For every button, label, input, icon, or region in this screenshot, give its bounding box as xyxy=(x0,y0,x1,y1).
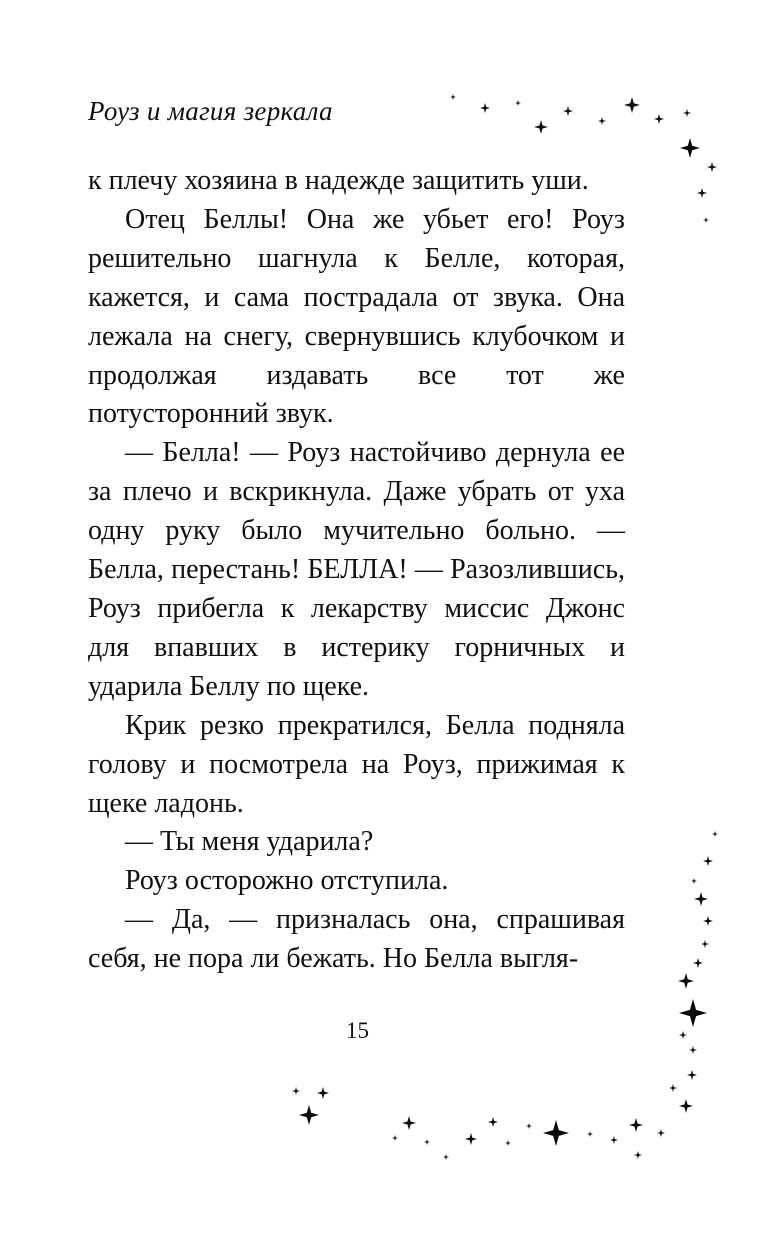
sparkle-star-icon xyxy=(679,999,707,1027)
sparkle-star-icon xyxy=(687,1070,697,1080)
sparkle-star-icon xyxy=(402,1116,416,1130)
sparkle-star-icon xyxy=(680,138,700,158)
sparkle-star-icon xyxy=(292,1087,300,1095)
sparkle-star-icon xyxy=(701,940,709,948)
sparkle-star-icon xyxy=(587,1131,593,1137)
sparkle-star-icon xyxy=(505,1140,511,1146)
paragraph-2: Отец Беллы! Она же убьет его! Роуз решительно шагнула к Белле, которая, кажется, и сама пострадала от звука. Она лежала на снегу, свернувшись клубочком и продолжая издавать все тот же потусторонний звук. xyxy=(88,203,625,430)
sparkle-star-icon xyxy=(689,1046,697,1054)
sparkle-star-icon xyxy=(534,120,548,134)
sparkle-star-icon xyxy=(679,1031,687,1039)
sparkle-star-icon xyxy=(443,1154,449,1160)
sparkle-star-icon xyxy=(654,114,664,124)
sparkle-star-icon xyxy=(693,958,703,968)
sparkle-star-icon xyxy=(707,162,717,172)
sparkle-star-icon xyxy=(480,103,490,113)
sparkle-star-icon xyxy=(703,916,713,926)
paragraph-1: к плечу хозяина в надежде защитить уши. xyxy=(88,165,589,196)
page-number: 15 xyxy=(346,1018,369,1043)
sparkle-star-icon xyxy=(694,892,708,906)
sparkle-star-icon xyxy=(424,1139,430,1145)
sparkle-star-icon xyxy=(703,217,709,223)
sparkle-star-icon xyxy=(610,1136,618,1144)
sparkle-star-icon xyxy=(697,188,707,198)
sparkle-star-icon xyxy=(712,831,718,837)
sparkle-star-icon xyxy=(678,973,694,989)
sparkle-star-icon xyxy=(515,100,521,106)
sparkle-star-icon xyxy=(299,1105,319,1125)
sparkle-star-icon xyxy=(392,1135,398,1141)
sparkle-star-icon xyxy=(691,878,697,884)
sparkle-star-icon xyxy=(563,106,573,116)
sparkle-star-icon xyxy=(543,1120,569,1146)
sparkle-star-icon xyxy=(669,1084,677,1092)
sparkle-star-icon xyxy=(703,856,713,866)
sparkle-star-icon xyxy=(624,97,640,113)
running-header: Роуз и магия зеркала xyxy=(88,96,333,126)
sparkle-star-icon xyxy=(657,1129,665,1137)
paragraph-7: — Да, — призналась она, спрашивая себя, не пора ли бежать. Но Белла выгля- xyxy=(88,904,625,975)
sparkle-star-icon xyxy=(679,1099,693,1113)
sparkle-star-icon xyxy=(634,1151,642,1159)
sparkle-star-icon xyxy=(683,109,691,117)
body-text xyxy=(88,162,625,979)
sparkle-star-icon xyxy=(598,117,606,125)
paragraph-6: Роуз осторожно отступила. xyxy=(125,865,449,897)
sparkle-star-icon xyxy=(450,94,456,100)
sparkle-star-icon xyxy=(526,1123,532,1129)
sparkle-star-icon xyxy=(317,1087,329,1099)
sparkle-star-icon xyxy=(629,1118,643,1132)
sparkle-star-icon xyxy=(465,1133,477,1145)
paragraph-4: Крик резко прекратился, Белла подняла голову и посмотрела на Роуз, прижимая к щеке ладонь. xyxy=(88,709,625,819)
paragraph-5: — Ты меня ударила? xyxy=(125,826,374,858)
sparkle-star-icon xyxy=(488,1117,498,1127)
paragraph-3: — Белла! — Роуз настойчиво дернула ее за плечо и вскрикнула. Даже убрать от уха одну руку было мучительно больно. — Белла, перестань! БЕЛЛА! — Разозлившись, Роуз прибегла к лекарству миссис Джонс для впавших в истерику горничных и ударила Беллу по щеке. xyxy=(88,437,625,702)
